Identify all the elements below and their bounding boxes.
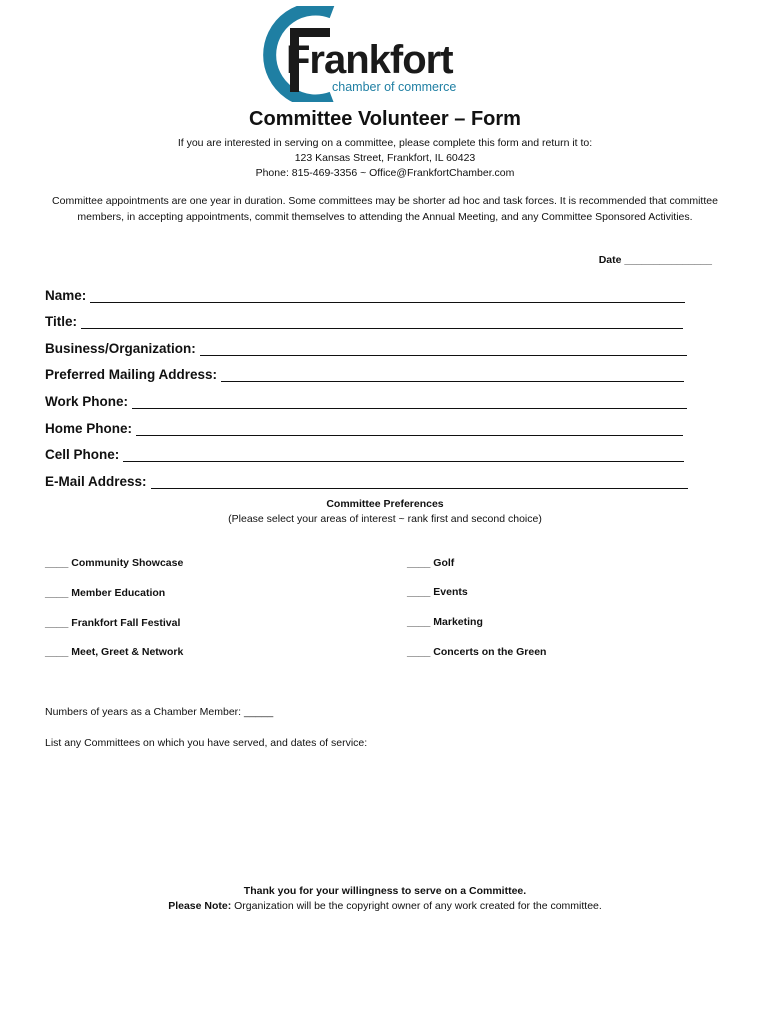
note-label: Please Note: [168, 900, 232, 912]
committees-served-field[interactable]: List any Committees on which you have served, and dates of service: [45, 737, 368, 749]
field-label: Home Phone: [45, 421, 133, 436]
field-label: Work Phone: [45, 394, 129, 409]
name-field[interactable] [45, 283, 685, 303]
pref-marketing[interactable]: ____ Marketing [407, 616, 483, 628]
cell-phone-field[interactable] [45, 442, 684, 462]
intro-line-1: If you are interested in serving on a committee, please complete this form and return it to: [177, 137, 593, 149]
intro-address: 123 Kansas Street, Frankfort, IL 60423 [294, 152, 476, 164]
closing-notes [0, 884, 770, 914]
work-phone-field[interactable] [45, 389, 687, 409]
mailing-address-field[interactable] [45, 362, 684, 382]
pref-events[interactable]: ____ Events [407, 586, 468, 598]
pref-frankfort-fall-festival[interactable]: ____ Frankfort Fall Festival [45, 617, 181, 629]
home-phone-field[interactable] [45, 416, 683, 436]
frankfort-logo [250, 6, 480, 102]
email-address-field[interactable] [45, 469, 688, 489]
field-input-line[interactable] [136, 421, 683, 436]
field-input-line[interactable] [221, 367, 684, 382]
logo-tagline: chamber of commerce [332, 80, 457, 94]
field-label: E-Mail Address: [45, 474, 147, 489]
date-field[interactable]: Date _______________ [598, 254, 712, 266]
thanks-line: Thank you for your willingness to serve on a Committee. [243, 885, 527, 897]
years-member-field[interactable]: Numbers of years as a Chamber Member: _____ [45, 706, 274, 718]
title-field[interactable] [45, 309, 683, 329]
form-title: Committee Volunteer – Form [249, 108, 521, 130]
field-input-line[interactable] [90, 288, 685, 303]
field-input-line[interactable] [132, 394, 687, 409]
intro-block [0, 136, 770, 181]
pref-concerts-on-the-green[interactable]: ____ Concerts on the Green [407, 646, 547, 658]
business-organization-field[interactable] [45, 336, 687, 356]
intro-contact: Phone: 815-469-3356 ~ Office@FrankfortChamber.com [255, 167, 515, 179]
committee-preferences-header [0, 497, 770, 527]
pref-golf[interactable]: ____ Golf [407, 557, 455, 569]
note-line [0, 899, 770, 914]
field-input-line[interactable] [151, 474, 688, 489]
field-label: Business/Organization: [45, 341, 196, 356]
note-text: Organization will be the copyright owner of any work created for the committee. [231, 900, 602, 912]
pref-meet-greet-network[interactable]: ____ Meet, Greet & Network [45, 646, 184, 658]
logo-wordmark: Frankfort [286, 38, 453, 82]
preferences-subheading: (Please select your areas of interest ~ rank first and second choice) [228, 513, 542, 525]
field-label: Name: [45, 288, 87, 303]
pref-member-education[interactable]: ____ Member Education [45, 587, 166, 599]
pref-community-showcase[interactable]: ____ Community Showcase [45, 557, 184, 569]
field-input-line[interactable] [81, 314, 683, 329]
field-label: Preferred Mailing Address: [45, 367, 218, 382]
field-label: Title: [45, 314, 78, 329]
field-input-line[interactable] [123, 447, 684, 462]
field-label: Cell Phone: [45, 447, 120, 462]
appointment-paragraph: Committee appointments are one year in duration. Some committees may be shorter ad hoc and task forces. It is recommended that committee members, in accepting appointments, commit themselves to attending the Annual Meeting, and any Committee Sponsored Activities. [52, 195, 718, 223]
field-input-line[interactable] [200, 341, 687, 356]
preferences-heading: Committee Preferences [326, 498, 444, 510]
